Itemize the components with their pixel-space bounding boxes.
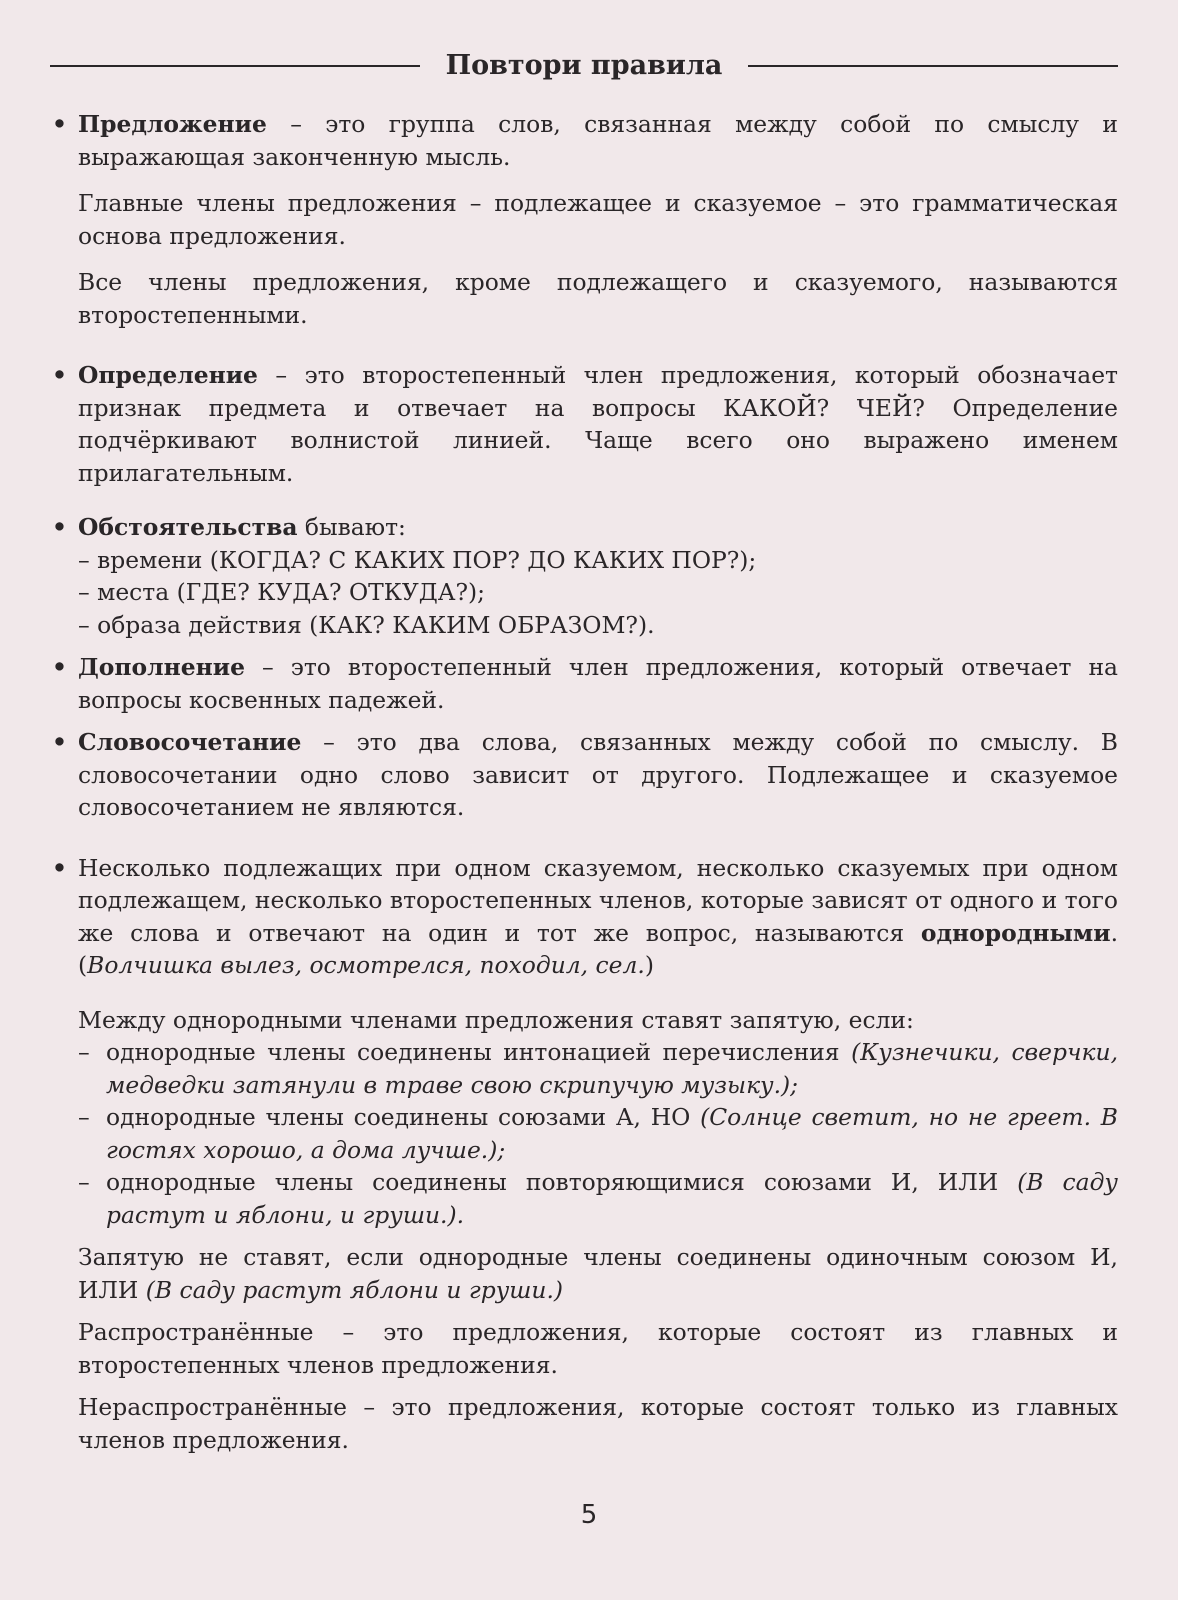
example-text: Волчишка вылез, осмотрелся, походил, сел.: [87, 951, 645, 979]
comma-rule-intro: Между однородными членами предложения ставят запятую, если:: [78, 1005, 914, 1034]
term-phrase: Словосочетание: [78, 728, 302, 756]
term-sentence: Предложение: [78, 110, 267, 138]
rule-extended: Распространённые – это предложения, которые состоят из главных и второстепенных членов предложения.: [78, 1318, 1118, 1379]
example-text: (В саду растут яблони и груши.): [145, 1275, 564, 1304]
bullet-icon: •: [52, 361, 67, 389]
rule-main-members: Главные члены предложения – подлежащее и сказуемое – это грамматическая основа предложения.: [78, 189, 1118, 250]
rule-phrase: [52, 726, 1118, 824]
rule-unextended: Нераспространённые – это предложения, которые состоят только из главных членов предложения.: [78, 1393, 1118, 1454]
rule-sentence-definition: Предложение – это группа слов, связанная между собой по смыслу и выражающая законченную мысль.: [78, 110, 1118, 171]
bullet-icon: •: [52, 853, 67, 882]
rules-content: [52, 108, 1118, 1456]
example-text: (Кузнечики, сверчки, медведки затянули в траве свою скрипучую музыку.);: [106, 1038, 1119, 1099]
header-rule-left: [50, 65, 420, 67]
example-text: (В саду растут и яблони, и груши.).: [106, 1168, 1118, 1229]
bullet-icon: •: [52, 653, 67, 681]
page-number: 5: [580, 1500, 598, 1530]
bullet-icon: •: [52, 110, 67, 138]
comma-case: – однородные члены соединены повторяющимися союзами И, ИЛИ (В саду растут и яблони, и груши.).: [78, 1168, 1118, 1229]
section-header: [50, 46, 1118, 86]
comma-case: – однородные члены соединены интонацией перечисления (Кузнечики, сверчки, медведки затянули в траве свою скрипучую музыку.);: [78, 1038, 1119, 1099]
rule-adverbial-intro: Обстоятельства бывают:: [78, 513, 406, 541]
header-rule-right: [748, 65, 1118, 67]
example-text: (Солнце светит, но не греет. В гостях хорошо, а дома лучше.);: [106, 1103, 1118, 1164]
rule-phrase-definition: Словосочетание – это два слова, связанных между собой по смыслу. В словосочетании одно слово зависит от другого. Подлежащее и сказуемое словосочетанием не являются.: [78, 728, 1118, 821]
no-comma-rule: Запятую не ставят, если однородные члены соединены одиночным союзом И, ИЛИ (В саду растут яблони и груши.): [78, 1243, 1118, 1304]
comma-case: – однородные члены соединены союзами А, НО (Солнце светит, но не греет. В гостях хорошо, а дома лучше.);: [78, 1103, 1118, 1164]
rule-object: [52, 651, 1118, 716]
rule-object-definition: Дополнение – это второстепенный член предложения, который отвечает на вопросы косвенных падежей.: [78, 653, 1118, 714]
term-homogeneous: однородными: [920, 918, 1111, 947]
term-adverbial: Обстоятельства: [78, 513, 298, 541]
rule-attribute-definition: Определение – это второстепенный член предложения, который обозначает признак предмета и отвечает на вопросы КАКОЙ? ЧЕЙ? Определение подчёркивают волнистой линией. Чаще всего оно выражено именем прилагательным.: [78, 361, 1118, 487]
bullet-icon: •: [52, 728, 67, 756]
list-item: – образа действия (КАК? КАКИМ ОБРАЗОМ?).: [78, 610, 655, 639]
bullet-icon: •: [52, 513, 67, 541]
list-item: – времени (КОГДА? С КАКИХ ПОР? ДО КАКИХ ПОР?);: [78, 545, 757, 574]
list-item: – места (ГДЕ? КУДА? ОТКУДА?);: [78, 578, 486, 606]
rule-homogeneous-definition: Несколько подлежащих при одном сказуемом, несколько сказуемых при одном подлежащем, несколько второстепенных членов, которые зависят от одного и того же слова и отвечают на один и тот же вопрос, называются однородными. (Волчишка вылез, осмотрелся, походил, сел.): [78, 853, 1118, 979]
term-object: Дополнение: [78, 653, 245, 681]
term-attribute: Определение: [78, 361, 258, 389]
rule-attribute: [52, 359, 1118, 489]
rule-adverbial: [52, 511, 1118, 641]
section-title: Повтори правила: [445, 50, 723, 81]
rule-homogeneous: [52, 852, 1118, 1457]
rule-secondary-members: Все члены предложения, кроме подлежащего и сказуемого, называются второстепенными.: [78, 268, 1118, 329]
rule-sentence: [52, 108, 1118, 331]
